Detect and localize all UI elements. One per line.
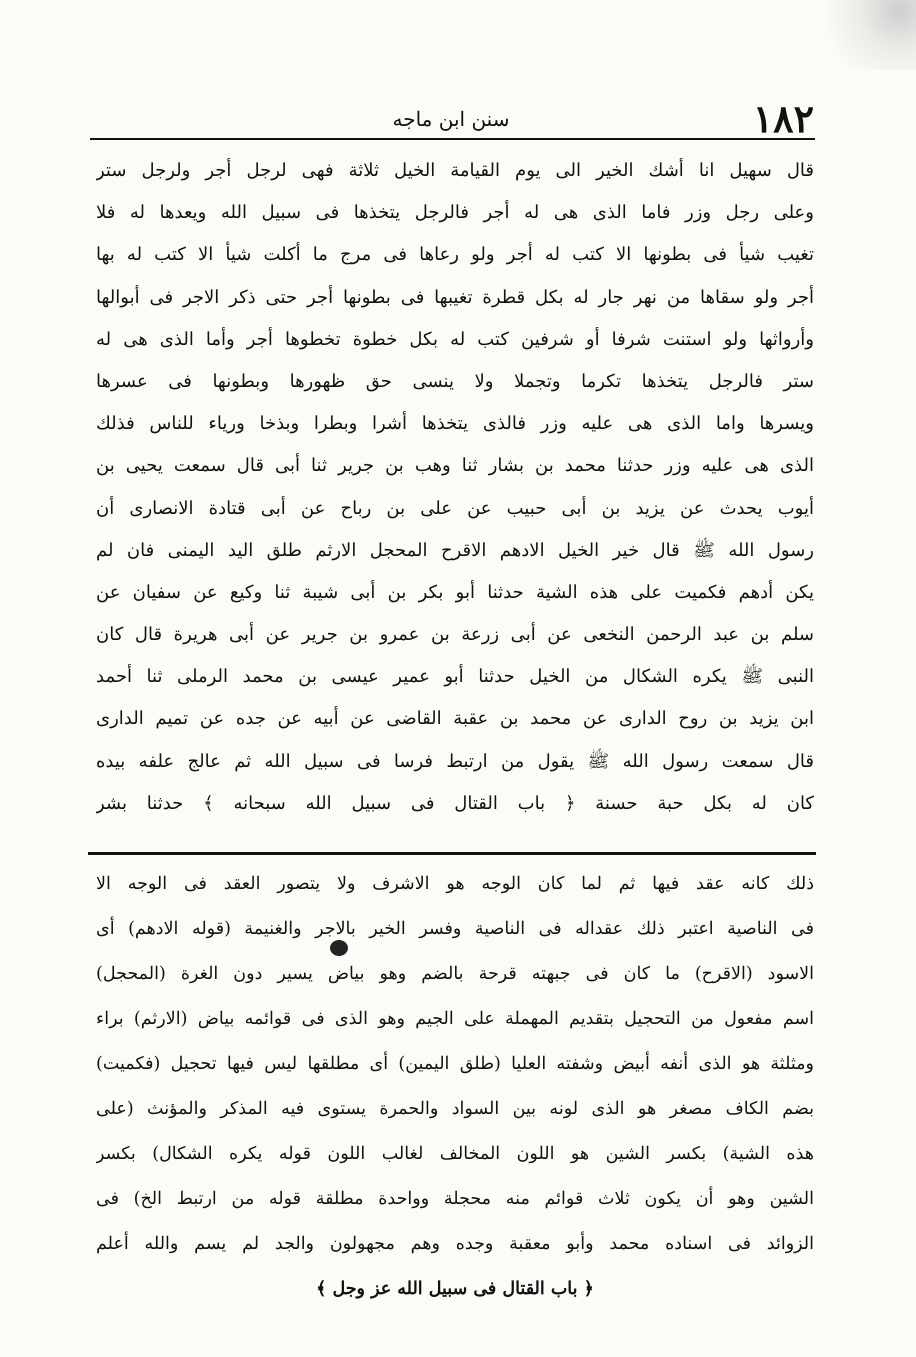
scan-noise: [806, 0, 916, 70]
note-line: ذلك كانه عقد فيها ثم لما كان الوجه هو الاشرف ولا يتصور العقد فى الوجه الا: [96, 874, 814, 894]
commentary-notes: [96, 862, 814, 1312]
text-line: قال سمعت رسول الله ﷺ يقول من ارتبط فرسا فى سبيل الله ثم عالج علفه بيده: [96, 750, 814, 772]
text-line: كان له بكل حبة حسنة ﴿ باب القتال فى سبيل الله سبحانه ﴾ حدثنا بشر: [96, 792, 814, 814]
text-line: الذى هى عليه وزر حدثنا محمد بن بشار ثنا وهب بن جرير ثنا أبى قال سمعت يحيى بن: [96, 455, 814, 477]
text-line: تغيب شيأ فى بطونها الا كتب له أجر ولو رعاها فى مرج ما أكلت شيأ الا كتب له بها: [96, 244, 814, 266]
text-line: رسول الله ﷺ قال خير الخيل الادهم الاقرح المحجل الارثم طلق اليد اليمنى فان لم: [96, 539, 814, 561]
text-line: وأرواثها ولو استنت شرفا أو شرفين كتب له بكل خطوة تخطوها أجر وأما الذى هى له: [96, 328, 814, 350]
note-line: ومثلثة هو الذى أنفه أبيض وشفته العليا (طلق اليمين) أى مطلقها ليس فيها تحجيل (فكميت): [96, 1054, 814, 1074]
text-line: ابن يزيد بن روح الدارى عن محمد بن عقبة القاضى عن أبيه عن جده عن تميم الدارى: [96, 708, 814, 730]
text-line: قال سهيل انا أشك الخير الى يوم القيامة الخيل ثلاثة فهى لرجل أجر ولرجل ستر: [96, 160, 814, 181]
note-line: فى الناصية اعتبر ذلك عقداله فى الناصية وفسر الخير بالاجر والغنيمة (قوله الادهم) أى: [96, 919, 814, 939]
footnote-separator: [88, 852, 816, 855]
text-line: أيوب يحدث عن يزيد بن أبى حبيب عن على بن رباح عن أبى قتادة الانصارى أن: [96, 497, 814, 519]
main-text: [96, 150, 814, 825]
text-line: يكن أدهم فكميت على هذه الشية حدثنا أبو بكر بن أبى شيبة ثنا وكيع عن سفيان عن: [96, 581, 814, 603]
note-line: اسم مفعول من التحجيل بتقديم المهملة على الجيم وهو الذى فى قوائمه بياض (الارثم) براء: [96, 1009, 814, 1029]
running-title: سنن ابن ماجه: [392, 107, 510, 131]
chapter-heading: ﴿ باب القتال فى سبيل الله عز وجل ﴾: [316, 1279, 594, 1299]
text-line: سلم بن عبد الرحمن النخعى عن أبى زرعة بن عمرو بن جرير عن أبى هريرة قال كان: [96, 624, 814, 646]
text-line: وعلى رجل وزر فاما الذى هى له أجر فالرجل يتخذها فى سبيل الله ويعدها له فلا: [96, 202, 814, 224]
note-line: الاسود (الاقرح) ما كان فى جبهته قرحة بالضم وهو بياض يسير دون الغرة (المحجل): [96, 964, 814, 984]
note-line: هذه الشية) بكسر الشين هو اللون المخالف لغالب اللون قوله يكره الشكال) بكسر: [96, 1144, 814, 1164]
page-header: [88, 98, 814, 140]
ink-speck: [330, 940, 348, 956]
text-line: ويسرها واما الذى هى عليه وزر فالذى يتخذها أشرا وبطرا وبذخا ورياء للناس فذلك: [96, 413, 814, 435]
text-line: أجر ولو سقاها من نهر جار له بكل قطرة تغيبها فى بطونها أجر حتى ذكر الاجر فى أبوالها: [96, 286, 814, 308]
note-line: بضم الكاف مصغر هو الذى لونه بين السواد والحمرة يستوى فيه المذكر والمؤنث (على: [96, 1099, 814, 1119]
note-line: الزوائد فى اسناده محمد وأبو معقبة وجده وهم مجهولون والجد لم يسم والله أعلم: [96, 1234, 814, 1254]
text-line: ستر فالرجل يتخذها تكرما وتجملا ولا ينسى حق ظهورها وبطونها فى عسرها: [96, 370, 814, 392]
page-number: ١٨٢: [752, 96, 814, 141]
text-line: النبى ﷺ يكره الشكال من الخيل حدثنا أبو عمير عيسى بن محمد الرملى ثنا أحمد: [96, 666, 814, 688]
note-line: الشين وهو أن يكون ثلاث قوائم منه محجلة وواحدة مطلقة قوله من ارتبط الخ) فى: [96, 1189, 814, 1209]
header-rule: [90, 138, 815, 140]
